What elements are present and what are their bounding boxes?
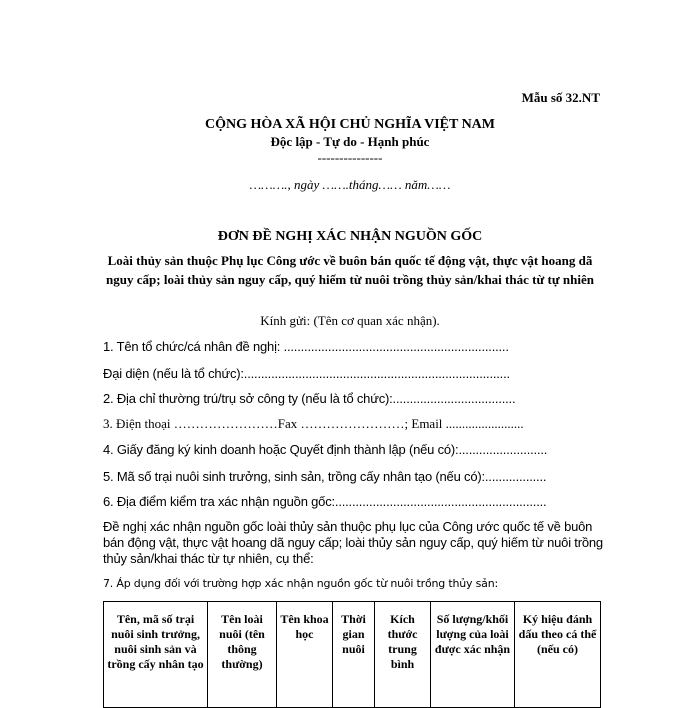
document-subtitle: Loài thủy sản thuộc Phụ lục Công ước về buôn bán quốc tế động vật, thực vật hoang dã nguy cấp; loài thủy sản nguy cấp, quý hiếm từ nuôi trồng thủy sản/khai thác từ tự nhiên: [106, 253, 594, 287]
aquaculture-table: [103, 601, 601, 708]
date-line: ………., ngày …….tháng…… năm……: [249, 177, 451, 192]
document-title: ĐƠN ĐỀ NGHỊ XÁC NHẬN NGUỒN GỐC: [217, 229, 483, 244]
addressee-line: Kính gửi: (Tên cơ quan xác nhận).: [260, 313, 440, 328]
header-separator: ---------------: [317, 150, 383, 165]
request-paragraph: Đề nghị xác nhận nguồn gốc loài thủy sản thuộc phụ lục của Công ước quốc tế về buôn bán động vật, thực vật hoang dã nguy cấp; loài thủy sản nguy cấp, quý hiếm từ nuôi trồng thủy sản/khai thác từ tự nhiên, cụ thể:: [103, 519, 603, 566]
col-scientific-name: Tên khoa học: [277, 602, 333, 708]
national-motto: Độc lập - Tự do - Hạnh phúc: [270, 134, 430, 149]
col-farm-name: Tên, mã số trại nuôi sinh trưởng, nuôi sinh sản và trồng cấy nhân tạo: [104, 602, 208, 708]
col-common-name: Tên loài nuôi (tên thông thường): [208, 602, 277, 708]
table-header-row: [104, 602, 601, 708]
field-business-license: 4. Giấy đăng ký kinh doanh hoặc Quyết định thành lập (nếu có):..........................: [103, 442, 548, 457]
form-code: Mẫu số 32.NT: [521, 90, 600, 105]
field-farm-code: 5. Mã số trại nuôi sinh trưởng, sinh sản, trồng cấy nhân tạo (nếu có):..................: [103, 469, 547, 484]
field-representative: Đại diện (nếu là tổ chức):..............................................................................: [103, 366, 510, 381]
field-contact: 3. Điện thoại ……………………Fax ……………………; Email ........................: [103, 416, 524, 431]
col-quantity: Số lượng/khối lượng của loài được xác nhận: [431, 602, 515, 708]
field-inspection-location: 6. Địa điểm kiểm tra xác nhận nguồn gốc:..............................................................: [103, 494, 547, 509]
section7-heading: 7. Áp dụng đối với trường hợp xác nhận nguồn gốc từ nuôi trồng thủy sản:: [103, 577, 498, 590]
country-name: CỘNG HÒA XÃ HỘI CHỦ NGHĨA VIỆT NAM: [204, 117, 495, 132]
field-applicant-name: 1. Tên tổ chức/cá nhân đề nghị: ..................................................................: [103, 339, 509, 354]
col-rearing-time: Thời gian nuôi: [333, 602, 375, 708]
col-marking: Ký hiệu đánh dấu theo cá thể (nếu có): [515, 602, 601, 708]
field-address: 2. Địa chỉ thường trú/trụ sở công ty (nếu là tổ chức):....................................: [103, 391, 516, 406]
col-average-size: Kích thước trung bình: [375, 602, 431, 708]
